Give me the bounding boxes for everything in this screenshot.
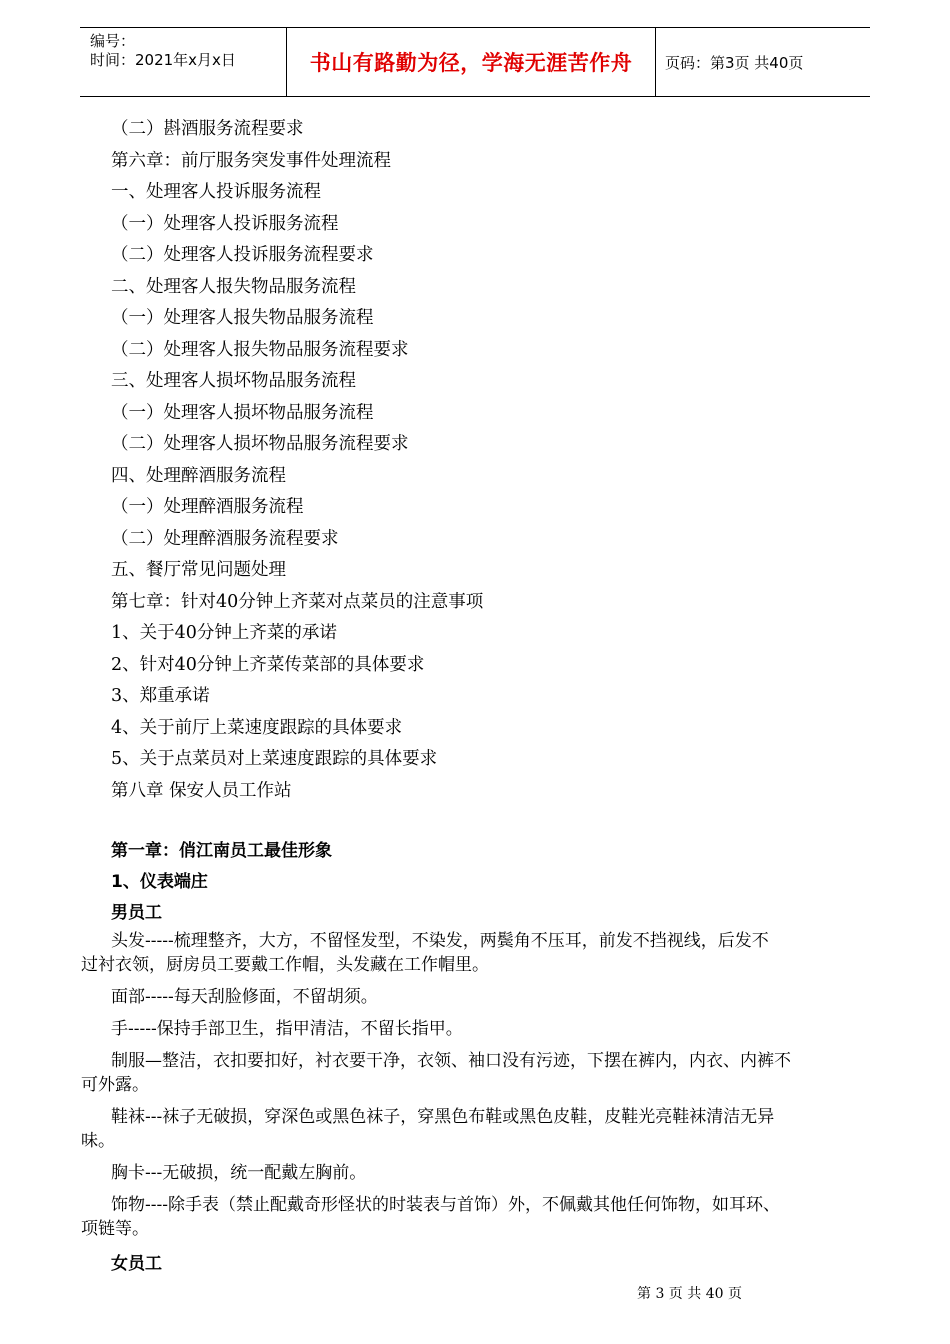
toc-item: （二）处理客人报失物品服务流程要求 xyxy=(111,339,409,360)
toc-item: （一）处理客人损坏物品服务流程 xyxy=(111,402,374,423)
rule-line: 味。 xyxy=(81,1131,115,1151)
toc-item: （一）处理客人报失物品服务流程 xyxy=(111,308,374,328)
female-staff-heading: 女员工 xyxy=(111,1254,162,1274)
rule-paragraph xyxy=(81,985,851,1009)
toc-list xyxy=(111,114,881,807)
toc-item: 第六章：前厅服务突发事件处理流程 xyxy=(111,150,391,171)
document-header xyxy=(80,27,870,97)
toc-item: （二）斟酒服务流程要求 xyxy=(111,119,304,139)
rule-line: 面部-----每天刮脸修面，不留胡须。 xyxy=(111,987,378,1007)
header-motto: 书山有路勤为径，学海无涯苦作舟 xyxy=(309,51,633,75)
rule-paragraph xyxy=(81,929,851,977)
toc-item: （二）处理醉酒服务流程要求 xyxy=(111,528,339,549)
header-divider xyxy=(655,28,656,96)
page-footer: 第 3 页 共 40 页 xyxy=(637,1286,742,1302)
time-label: 时间：2021年x月x日 xyxy=(90,51,236,69)
chapter-title: 第一章：俏江南员工最佳形象 xyxy=(111,841,332,861)
toc-item: 二、处理客人报失物品服务流程 xyxy=(111,276,356,297)
rule-paragraph xyxy=(81,1161,851,1185)
toc-item: 5、关于点菜员对上菜速度跟踪的具体要求 xyxy=(111,749,438,769)
toc-item: 四、处理醉酒服务流程 xyxy=(111,465,286,486)
rule-line: 鞋袜---袜子无破损，穿深色或黑色袜子，穿黑色布鞋或黑色皮鞋，皮鞋光亮鞋袜清洁无异 xyxy=(111,1107,775,1127)
rule-line: 手-----保持手部卫生，指甲清洁，不留长指甲。 xyxy=(111,1019,463,1039)
header-page-info: 页码：第3页 共40页 xyxy=(665,53,804,72)
rule-line: 饰物----除手表（禁止配戴奇形怪状的时装表与首饰）外，不佩戴其他任何饰物，如耳环、 xyxy=(111,1195,780,1215)
toc-item: 一、处理客人投诉服务流程 xyxy=(111,182,321,202)
rule-line: 过衬衣领，厨房员工要戴工作帽，头发藏在工作帽里。 xyxy=(81,955,489,975)
chapter-one xyxy=(81,836,881,1280)
toc-item: 3、郑重承诺 xyxy=(111,686,210,706)
toc-item: （二）处理客人投诉服务流程要求 xyxy=(111,245,374,265)
rule-paragraph xyxy=(81,1105,851,1153)
toc-item: 1、关于40分钟上齐菜的承诺 xyxy=(111,623,337,643)
rule-paragraph xyxy=(81,1049,851,1097)
toc-item: 4、关于前厅上菜速度跟踪的具体要求 xyxy=(111,717,403,738)
toc-item: 2、针对40分钟上齐菜传菜部的具体要求 xyxy=(111,654,425,675)
rule-paragraph xyxy=(81,1193,851,1241)
header-meta xyxy=(90,32,280,70)
toc-item: 第八章 保安人员工作站 xyxy=(111,780,292,801)
number-label: 编号： xyxy=(90,32,136,50)
section-title: 1、仪表端庄 xyxy=(111,872,208,892)
toc-item: （一）处理客人投诉服务流程 xyxy=(111,213,339,234)
rule-paragraph xyxy=(81,1017,851,1041)
toc-item: （一）处理醉酒服务流程 xyxy=(111,497,304,517)
toc-item: 第七章：针对40分钟上齐菜对点菜员的注意事项 xyxy=(111,591,484,612)
rule-line: 项链等。 xyxy=(81,1219,149,1239)
rule-line: 制服—整洁，衣扣要扣好，衬衣要干净，衣领、袖口没有污迹，下摆在裤内，内衣、内裤不 xyxy=(111,1051,791,1071)
toc-item: 三、处理客人损坏物品服务流程 xyxy=(111,371,356,391)
rule-line: 可外露。 xyxy=(81,1075,149,1095)
toc-item: （二）处理客人损坏物品服务流程要求 xyxy=(111,434,409,454)
rule-line: 胸卡---无破损，统一配戴左胸前。 xyxy=(111,1163,367,1183)
rule-line: 头发-----梳理整齐，大方，不留怪发型，不染发，两鬓角不压耳，前发不挡视线，后发不 xyxy=(111,931,769,951)
male-staff-heading: 男员工 xyxy=(111,903,162,923)
toc-item: 五、餐厅常见问题处理 xyxy=(111,560,286,580)
